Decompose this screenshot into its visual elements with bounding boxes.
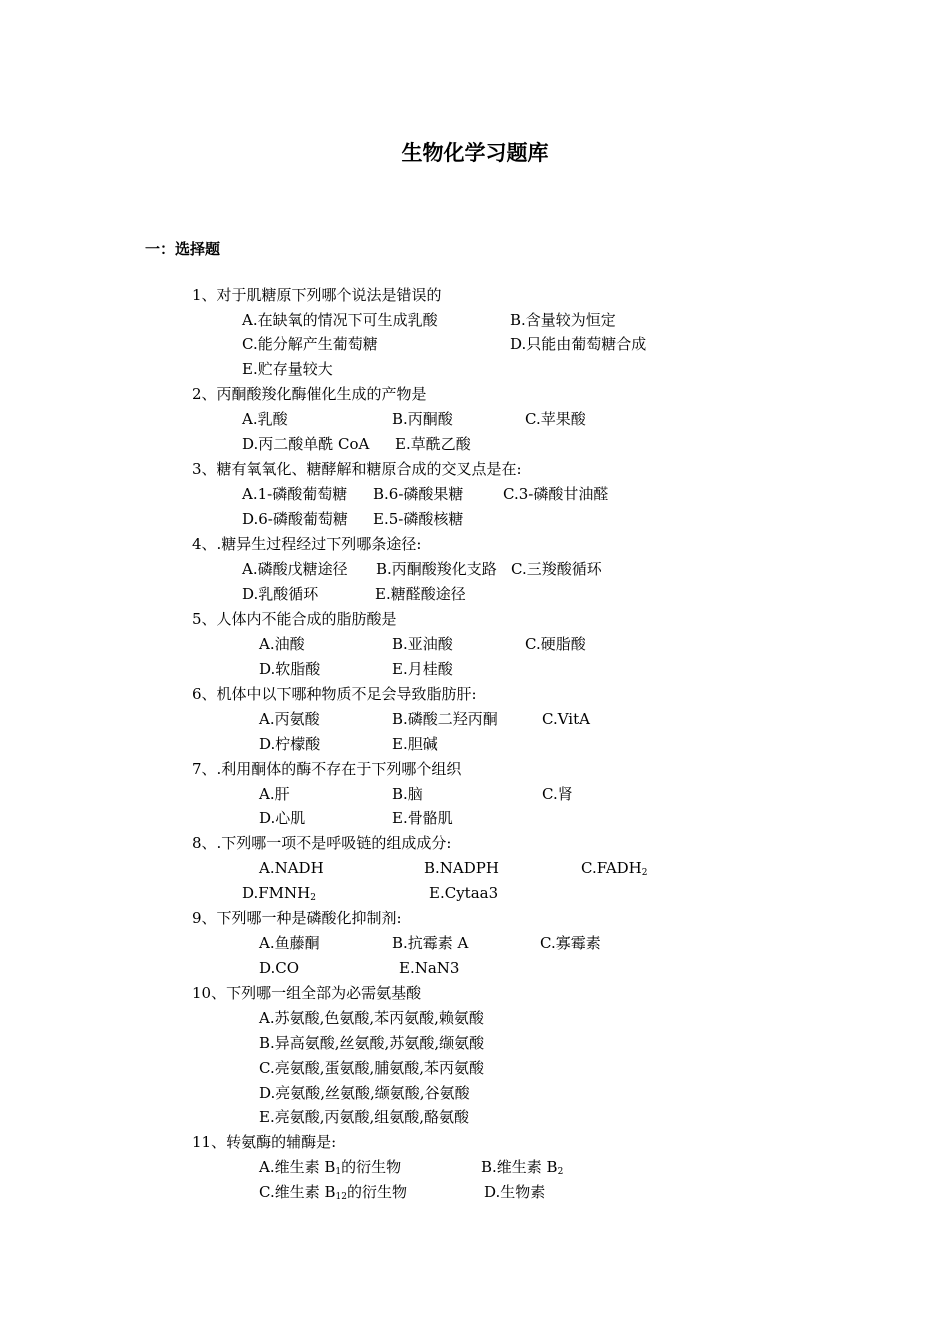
- question-11-option-a: A.维生素 $B_1$的衍生物: [259, 1158, 402, 1177]
- question-2-option-a: A.乳酸: [242, 410, 288, 428]
- question-6-option-a: A.丙氨酸: [259, 710, 320, 728]
- question-3-option-e: E.5-磷酸核糖: [373, 510, 464, 528]
- question-10-option-c: C.亮氨酸,蛋氨酸,脯氨酸,苯丙氨酸: [259, 1059, 485, 1077]
- question-9-option-b: B.抗霉素 A: [392, 934, 469, 952]
- question-6-option-b: B.磷酸二羟丙酮: [392, 710, 498, 728]
- question-1-option-e: E.贮存量较大: [242, 360, 333, 378]
- question-5-option-c: C.硬脂酸: [525, 635, 586, 653]
- question-7-option-d: D.心肌: [259, 809, 306, 827]
- question-1-option-d: D.只能由葡萄糖合成: [510, 335, 647, 353]
- question-6-option-c: C.VitA: [542, 710, 590, 728]
- question-6-option-e: E.胆碱: [392, 735, 438, 753]
- question-4-option-a: A.磷酸戊糖途径: [242, 560, 348, 578]
- question-10-option-a: A.苏氨酸,色氨酸,苯丙氨酸,赖氨酸: [259, 1009, 484, 1027]
- question-7-option-b: B.脑: [392, 785, 423, 803]
- question-8-option-e: E.Cytaa3: [429, 884, 499, 902]
- question-11-option-b: B.维生素 $B_2$: [481, 1158, 564, 1177]
- question-1-stem: 1、对于肌糖原下列哪个说法是错误的: [192, 286, 442, 304]
- question-5-stem: 5、人体内不能合成的脂肪酸是: [192, 610, 397, 628]
- section-heading: 一：选择题: [145, 240, 221, 258]
- question-4-option-e: E.糖醛酸途径: [375, 585, 466, 603]
- question-3-option-b: B.6-磷酸果糖: [373, 485, 464, 503]
- question-6-stem: 6、机体中以下哪种物质不足会导致脂肪肝:: [192, 685, 477, 703]
- question-10-stem: 10、下列哪一组全部为必需氨基酸: [192, 984, 422, 1002]
- question-3-option-a: A.1-磷酸葡萄糖: [242, 485, 348, 503]
- question-10-option-d: D.亮氨酸,丝氨酸,缬氨酸,谷氨酸: [259, 1084, 470, 1102]
- question-1-option-b: B.含量较为恒定: [510, 311, 616, 329]
- question-11-option-d: D.生物素: [484, 1183, 546, 1201]
- question-5-option-e: E.月桂酸: [392, 660, 453, 678]
- question-2-option-e: E.草酰乙酸: [395, 435, 471, 453]
- question-9-option-a: A.鱼藤酮: [259, 934, 320, 952]
- question-7-option-a: A.肝: [259, 785, 290, 803]
- question-6-option-d: D.柠檬酸: [259, 735, 321, 753]
- question-5-option-a: A.油酸: [259, 635, 305, 653]
- question-2-option-b: B.丙酮酸: [392, 410, 453, 428]
- question-7-option-e: E.骨骼肌: [392, 809, 453, 827]
- question-9-option-e: E.NaN3: [399, 959, 460, 977]
- question-5-option-b: B.亚油酸: [392, 635, 453, 653]
- question-4-stem: 4、.糖异生过程经过下列哪条途径:: [192, 535, 422, 553]
- question-2-stem: 2、丙酮酸羧化酶催化生成的产物是: [192, 385, 427, 403]
- question-5-option-d: D.软脂酸: [259, 660, 321, 678]
- question-3-option-c: C.3-磷酸甘油醛: [503, 485, 609, 503]
- question-4-option-c: C.三羧酸循环: [511, 560, 602, 578]
- question-10-option-e: E.亮氨酸,丙氨酸,组氨酸,酪氨酸: [259, 1108, 470, 1126]
- question-11-stem: 11、转氨酶的辅酶是:: [192, 1133, 337, 1151]
- question-7-stem: 7、.利用酮体的酶不存在于下列哪个组织: [192, 760, 462, 778]
- question-8-option-c: $C.FADH_2$: [581, 859, 648, 878]
- question-4-option-d: D.乳酸循环: [242, 585, 319, 603]
- question-11-option-c: C.维生素 $B_{12}$的衍生物: [259, 1183, 407, 1202]
- question-3-stem: 3、糖有氧氧化、糖酵解和糖原合成的交叉点是在:: [192, 460, 522, 478]
- question-8-option-b: B.NADPH: [424, 859, 499, 877]
- question-9-option-d: D.CO: [259, 959, 300, 977]
- question-1-option-a: A.在缺氧的情况下可生成乳酸: [242, 311, 438, 329]
- question-8-option-d: $D.FMNH_2$: [242, 884, 316, 903]
- question-9-stem: 9、下列哪一种是磷酸化抑制剂:: [192, 909, 402, 927]
- question-4-option-b: B.丙酮酸羧化支路: [376, 560, 497, 578]
- question-2-option-c: C.苹果酸: [525, 410, 586, 428]
- question-1-option-c: C.能分解产生葡萄糖: [242, 335, 378, 353]
- page-title: 生物化学习题库: [401, 141, 549, 165]
- question-10-option-b: B.异高氨酸,丝氨酸,苏氨酸,缬氨酸: [259, 1034, 485, 1052]
- question-2-option-d: D.丙二酸单酰 CoA: [242, 435, 370, 453]
- question-9-option-c: C.寡霉素: [540, 934, 601, 952]
- question-8-stem: 8、.下列哪一项不是呼吸链的组成成分:: [192, 834, 452, 852]
- question-3-option-d: D.6-磷酸葡萄糖: [242, 510, 348, 528]
- question-8-option-a: A.NADH: [259, 859, 324, 877]
- question-7-option-c: C.肾: [542, 785, 573, 803]
